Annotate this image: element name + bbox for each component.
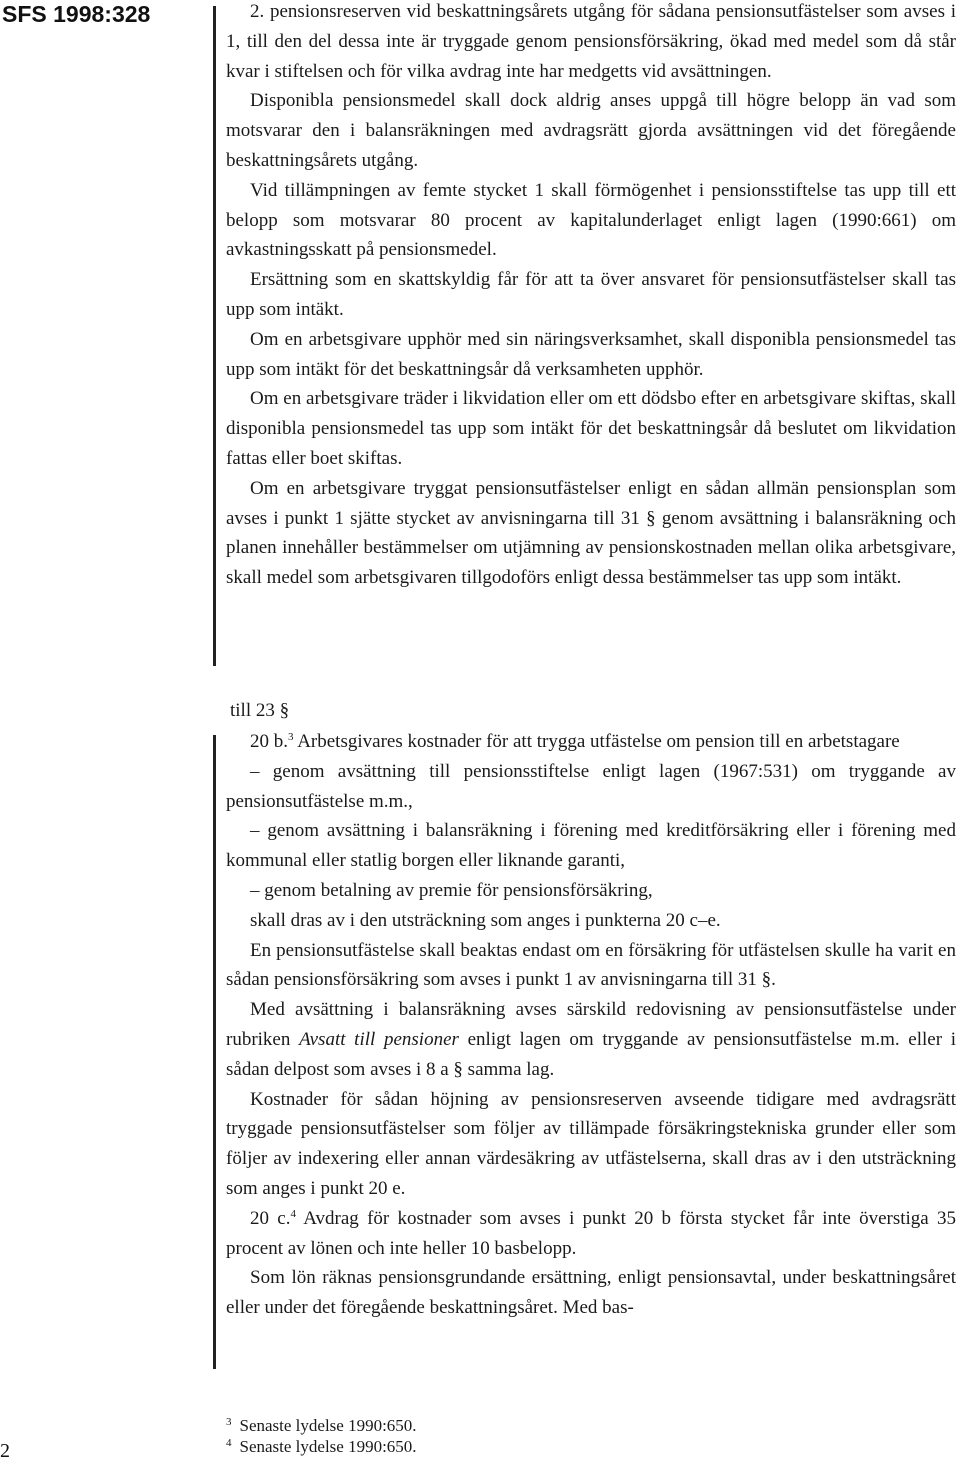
text-block-top xyxy=(226,0,956,593)
paragraph-20b-intro xyxy=(226,727,956,757)
list-item: – genom avsättning i balansräkning i förening med kreditförsäkring eller i förening med kommunal eller statlig borgen eller liknande garanti, xyxy=(226,820,956,872)
footnote-ref: 3 xyxy=(288,731,294,743)
paragraph: Om en arbetsgivare upphör med sin näringsverksamhet, skall disponibla pensionsmedel tas upp som intäkt för det beskattningsår då verksamheten upphör. xyxy=(226,328,956,380)
footnote-ref: 4 xyxy=(290,1207,296,1220)
section-heading: till 23 § xyxy=(230,700,290,721)
rubric-italic: Avsatt till pensioner xyxy=(299,1028,459,1050)
paragraph: Om en arbetsgivare tryggat pensionsutfästelser enligt en sådan allmän pensionsplan som avses i punkt 1 sjätte stycket av anvisningarna till 31 § genom avsättning i balansräkning och planen innehåller bestämmelser om utjämning av pensionskostnaden mellan olika arbetsgivare, skall medel som arbetsgivaren tillgodoförs enligt dessa bestämmelser tas upp som intäkt. xyxy=(226,477,956,589)
text-run: enligt lagen om tryggande av pensionsutfästelse m.m. eller i sådan delpost som avses i 8 a § samma lag. xyxy=(226,1028,956,1080)
footnote-text: Senaste lydelse 1990:650. xyxy=(239,1416,417,1435)
change-bar-bottom xyxy=(213,735,216,1369)
footnote xyxy=(226,1437,417,1457)
footnote-text: Senaste lydelse 1990:650. xyxy=(239,1437,417,1456)
paragraph: Disponibla pensionsmedel skall dock aldrig anses uppgå till högre belopp än vad som motsvarar den i balansräkningen med avdragsrätt gjorda avsättningen vid det föregående beskattningsårets utgång. xyxy=(226,90,956,171)
footnote-number: 3 xyxy=(226,1416,232,1428)
list-item: – genom betalning av premie för pensionsförsäkring, xyxy=(250,879,653,901)
paragraph: Som lön räknas pensionsgrundande ersättning, enligt pensionsavtal, under beskattningsåret eller under det föregående beskattningsåret. Med bas- xyxy=(226,1267,956,1319)
section-number: 20 c. xyxy=(250,1207,291,1229)
paragraph: En pensionsutfästelse skall beaktas endast om en försäkring för utfästelsen skulle ha varit en sådan pensionsförsäkring som avses i punkt 1 av anvisningarna till 31 §. xyxy=(226,939,956,991)
paragraph-text: Avdrag för kostnader som avses i punkt 20 b första stycket får inte överstiga 35 procent av lönen och inte heller 10 basbelopp. xyxy=(226,1207,957,1259)
paragraph-text: Arbetsgivares kostnader för att trygga utfästelse om pension till en arbetstagare xyxy=(297,731,900,752)
paragraph: Om en arbetsgivare träder i likvidation eller om ett dödsbo efter en arbetsgivare skiftas, skall disponibla pensionsmedel tas upp som intäkt för det beskattningsår då beslutet om likvidation fattas eller boet skiftas. xyxy=(226,388,956,469)
paragraph: 2. pensionsreserven vid beskattningsårets utgång för sådana pensionsutfästelser som avses i 1, till den del dessa inte är tryggade genom pensionsförsäkring, ökad med medel som då står kvar i stiftelsen och för vilka avdrag inte har medgetts vid avsättningen. xyxy=(226,1,956,82)
text-run: Med avsättning i balansräkning avses särskild redovisning av pensionsutfästelse under rubriken xyxy=(226,999,956,1050)
paragraph: Ersättning som en skattskyldig får för att ta över ansvaret för pensionsutfästelser skall tas upp som intäkt. xyxy=(226,269,956,320)
list-item: – genom avsättning till pensionsstiftelse enligt lagen (1967:531) om tryggande av pensionsutfästelse m.m., xyxy=(226,760,956,812)
paragraph: Vid tillämpningen av femte stycket 1 skall förmögenhet i pensionsstiftelse tas upp till ett belopp som motsvarar 80 procent av kapitalunderlaget enligt lagen (1990:661) om avkastningsskatt på pensionsmedel. xyxy=(226,179,956,261)
section-number: 20 b. xyxy=(250,731,288,752)
paragraph: Kostnader för sådan höjning av pensionsreserven avseende tidigare med avdragsrätt tryggade pensionsutfästelser som följer av tillämpade försäkringstekniska grunder eller som följer av indexering eller annan värdesäkring av utfästelserna, skall dras av i den utsträckning som anges i punkt 20 e. xyxy=(226,1088,956,1199)
text-block-bottom xyxy=(226,727,956,1323)
change-bar-top xyxy=(213,6,216,666)
paragraph xyxy=(226,995,956,1084)
document-id: SFS 1998:328 xyxy=(2,1,151,27)
list-item: skall dras av i den utsträckning som anges i punkterna 20 c–e. xyxy=(250,909,721,931)
paragraph-20c xyxy=(226,1204,956,1264)
page-number: 2 xyxy=(0,1440,10,1462)
footnote xyxy=(226,1416,417,1436)
footnote-number: 4 xyxy=(226,1437,232,1449)
